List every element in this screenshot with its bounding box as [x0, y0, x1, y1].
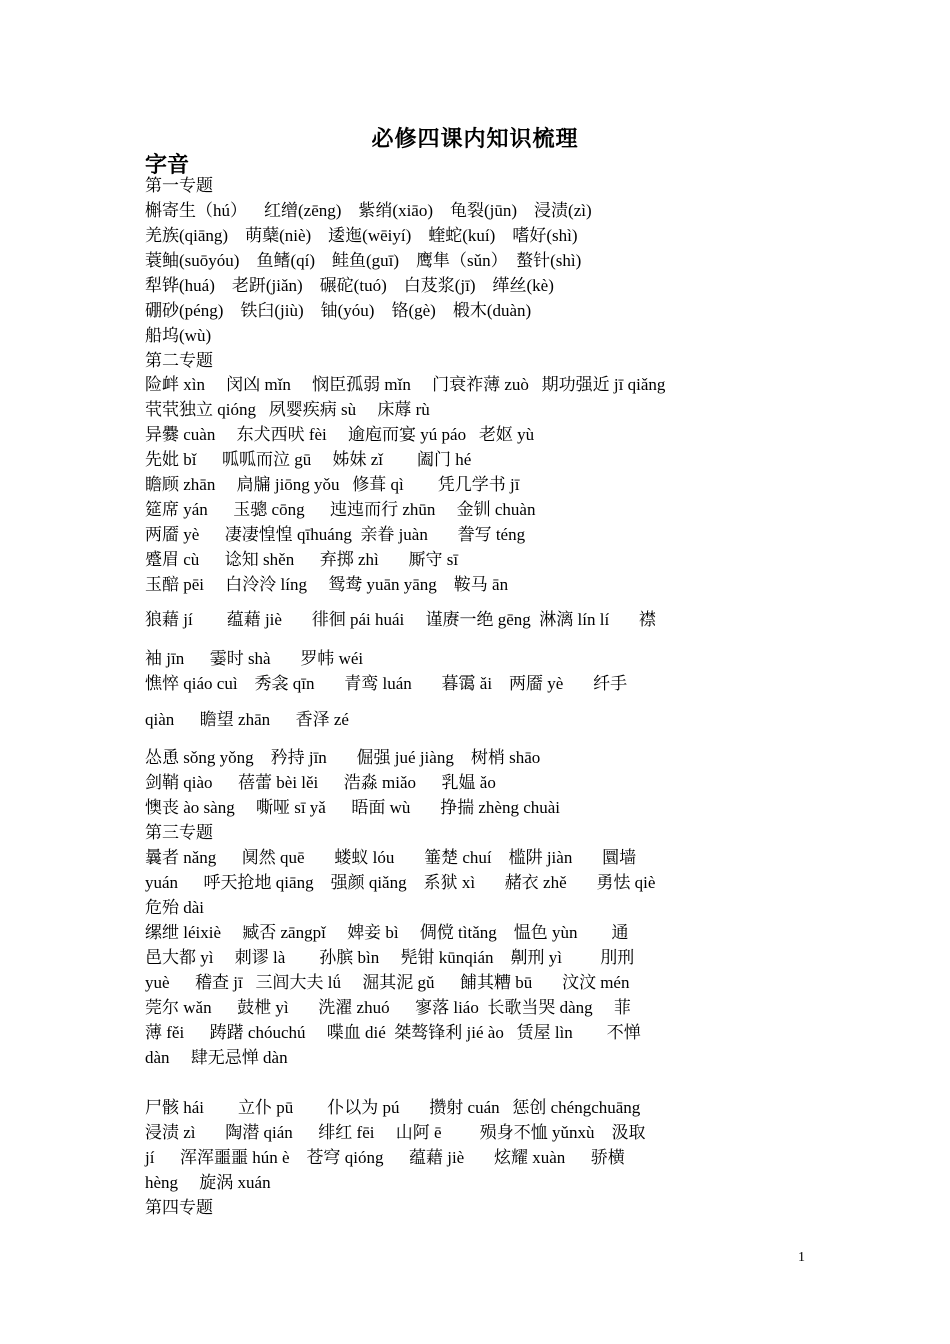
section-heading: 字音: [145, 152, 190, 177]
text-line: 异爨 cuàn 东犬西吠 fèi 逾庖而宴 yú páo 老妪 yù: [145, 425, 535, 444]
text-line: 船坞(wù): [145, 326, 212, 345]
text-line: 蓑鲉(suōyóu) 鱼鳍(qí) 鲑鱼(guī) 鹰隼（sǔn） 螯针(shì): [145, 251, 582, 270]
text-line: 险衅 xìn 闵凶 mǐn 悯臣孤弱 mǐn 门衰祚薄 zuò 期功强近 jī qiǎng: [145, 375, 666, 394]
text-line: yuè 稽查 jī 三闾大夫 lǘ 淈其泥 gǔ 餔其糟 bū 汶汶 mén: [145, 973, 630, 992]
text-line: 第二专题: [145, 351, 213, 370]
text-line: 筵席 yán 玉骢 cōng 迍迍而行 zhūn 金钏 chuàn: [145, 500, 536, 519]
text-line: 犁铧(huá) 老趼(jiǎn) 碾砣(tuó) 白芨浆(jī) 缂丝(kè): [145, 276, 554, 295]
text-line: yuán 呼天抢地 qiāng 强颜 qiǎng 系狱 xì 赭衣 zhě 勇怯 qiè: [145, 873, 656, 892]
text-line: 憔悴 qiáo cuì 秀衾 qīn 青鸾 luán 暮霭 ǎi 两靥 yè 纤手: [145, 674, 628, 693]
text-line: 槲寄生（hú） 红缯(zēng) 紫绡(xiāo) 龟裂(jūn) 浸渍(zì): [145, 201, 592, 220]
text-line: 危殆 dài: [145, 898, 205, 917]
text-line: 莞尔 wǎn 鼓枻 yì 洗濯 zhuó 寥落 liáo 长歌当哭 dàng 菲: [145, 998, 631, 1017]
text-line: 蹙眉 cù 谂知 shěn 弃掷 zhì 厮守 sī: [145, 550, 459, 569]
document-title: 必修四课内知识梳理: [371, 126, 579, 151]
text-line: 怂恿 sǒng yǒng 矜持 jīn 倔强 jué jiàng 树梢 shāo: [145, 748, 541, 767]
text-line: 剑鞘 qiào 蓓蕾 bèi lěi 浩淼 miǎo 乳媪 ǎo: [145, 773, 496, 792]
text-line: 浸渍 zì 陶潜 qián 绯红 fēi 山阿 ē 殒身不恤 yǔnxù 汲取: [145, 1123, 646, 1142]
text-line: 羌族(qiāng) 萌蘖(niè) 逶迤(wēiyí) 蝰蛇(kuí) 嗜好(shì): [145, 226, 578, 245]
text-line: jí 浑浑噩噩 hún è 苍穹 qióng 蕴藉 jiè 炫耀 xuàn 骄横: [145, 1148, 625, 1167]
text-line: 瞻顾 zhān 扃牖 jiōng yǒu 修葺 qì 凭几学书 jī: [145, 475, 520, 494]
text-line: 第三专题: [145, 823, 213, 842]
text-line: 两靥 yè 凄凄惶惶 qīhuáng 亲眷 juàn 誊写 téng: [145, 525, 526, 544]
text-line: [145, 1071, 815, 1095]
text-line: 第四专题: [145, 1198, 213, 1217]
text-line: 曩者 nǎng 阒然 quē 蝼蚁 lóu 箠楚 chuí 槛阱 jiàn 圜墙: [145, 848, 637, 867]
text-line: 邑大都 yì 刺谬 là 孙膑 bìn 髡钳 kūnqián 劓刑 yì 刖刑: [145, 948, 635, 967]
text-line: 玉醅 pēi 白泠泠 líng 鸳鸯 yuān yāng 鞍马 ān: [145, 575, 509, 594]
text-line: 薄 fěi 踌躇 chóuchú 喋血 dié 桀骜锋利 jié ào 赁屋 lìn 不惮: [145, 1023, 641, 1042]
text-line: 袖 jīn 霎时 shà 罗帏 wéi: [145, 649, 364, 668]
text-line: dàn 肆无忌惮 dàn: [145, 1048, 288, 1067]
text-line: 尸骸 hái 立仆 pū 仆以为 pú 攒射 cuán 惩创 chéngchuāng: [145, 1098, 641, 1117]
text-line: 茕茕独立 qióng 夙婴疾病 sù 床蓐 rù: [145, 400, 430, 419]
text-line: 第一专题: [145, 176, 213, 195]
text-line: 狼藉 jí 蕴藉 jiè 徘徊 pái huái 谨赓一绝 gēng 淋漓 lín lí 襟: [145, 610, 656, 629]
text-line: 先妣 bǐ 呱呱而泣 gū 姊妹 zǐ 阖门 hé: [145, 450, 472, 469]
page-number: 1: [798, 1250, 805, 1265]
text-line: 缧绁 léixiè 臧否 zāngpǐ 婢妾 bì 倜傥 tìtǎng 愠色 yùn 通: [145, 923, 629, 942]
text-line: 懊丧 ào sàng 嘶哑 sī yǎ 晤面 wù 挣揣 zhèng chuài: [145, 798, 561, 817]
text-line: qiàn 瞻望 zhān 香泽 zé: [145, 710, 349, 729]
text-line: 硼砂(péng) 铁臼(jiù) 铀(yóu) 铬(gè) 椴木(duàn): [145, 301, 532, 320]
text-line: hèng 旋涡 xuán: [145, 1173, 271, 1192]
